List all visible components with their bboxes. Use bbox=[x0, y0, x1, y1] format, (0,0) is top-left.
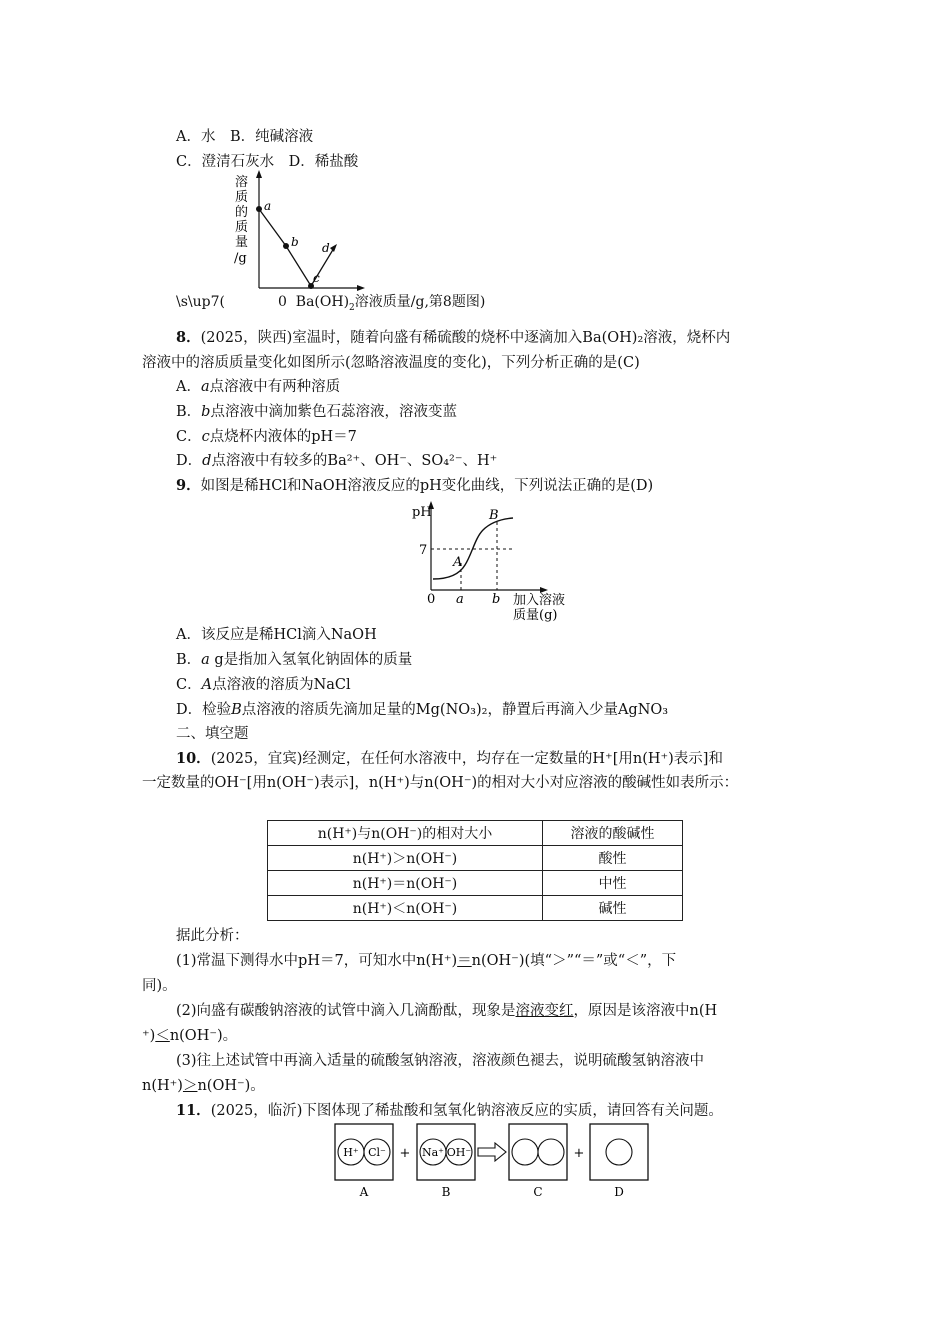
table-cell: n(H⁺)＜n(OH⁻) bbox=[268, 896, 543, 921]
q8-option-a: A．a点溶液中有两种溶质 bbox=[176, 379, 341, 395]
q8-stem-line-1: 8．(2025，陕西)室温时，随着向盛有稀硫酸的烧杯中逐滴加入Ba(OH)₂溶液，烧杯内 bbox=[176, 329, 731, 346]
fig8-ylabel-4: 质 bbox=[235, 220, 249, 235]
q8-option-b: B．b点溶液中滴加紫色石蕊溶液，溶液变蓝 bbox=[176, 404, 457, 420]
label-a: A bbox=[359, 1185, 369, 1199]
q11-stem: 11．(2025，临沂)下图体现了稀盐酸和氢氧化钠溶液反应的实质，请回答有关问题。 bbox=[176, 1102, 723, 1119]
q7-option-line-1: A．水 B．纯碱溶液 bbox=[176, 129, 314, 145]
q10-answer-2a: 溶液变红 bbox=[515, 1003, 574, 1019]
fig9-origin: 0 bbox=[427, 592, 436, 607]
label-c: C bbox=[533, 1185, 543, 1199]
fig8-label-d: d bbox=[322, 241, 330, 255]
q8-option-c: C．c点烧杯内液体的pH＝7 bbox=[176, 429, 357, 445]
fig8-origin: 0 bbox=[277, 294, 287, 310]
table-cell: n(H⁺)＝n(OH⁻) bbox=[268, 871, 543, 896]
q10-stem-line-1: 10．(2025，宜宾)经测定，在任何水溶液中，均存在一定数量的H⁺[用n(H⁺)表示]和 bbox=[176, 750, 723, 767]
table-cell: 酸性 bbox=[543, 846, 683, 871]
q10-answer-2b: ＜ bbox=[155, 1028, 170, 1044]
section-heading: 二、填空题 bbox=[176, 726, 249, 742]
fig9-point-b-label: B bbox=[489, 508, 499, 523]
table-header-cell: n(H⁺)与n(OH⁻)的相对大小 bbox=[268, 821, 543, 846]
q10-analysis-label: 据此分析： bbox=[176, 928, 249, 944]
plus-sign-2: + bbox=[573, 1146, 585, 1161]
q10-part-1-cont: 同)。 bbox=[142, 978, 177, 994]
ion-oh: OH⁻ bbox=[446, 1146, 472, 1159]
fig8-label-a: a bbox=[264, 199, 272, 213]
table-row bbox=[268, 896, 683, 921]
box-d bbox=[590, 1124, 648, 1180]
table-header-cell: 溶液的酸碱性 bbox=[543, 821, 683, 846]
fig8-ylabel-3: 的 bbox=[235, 205, 249, 220]
q8-stem-line-2: 溶液中的溶质质量变化如图所示(忽略溶液温度的变化)，下列分析正确的是(C) bbox=[142, 355, 640, 371]
q9-option-b: B．a g是指加入氢氧化钠固体的质量 bbox=[176, 652, 413, 668]
q9-stem: 9．如图是稀HCl和NaOH溶液反应的pH变化曲线，下列说法正确的是(D) bbox=[176, 477, 654, 494]
fig8-point-b bbox=[283, 243, 289, 249]
table-cell: 碱性 bbox=[543, 896, 683, 921]
table-cell: 中性 bbox=[543, 871, 683, 896]
label-d: D bbox=[614, 1185, 624, 1199]
fig8-ylabel-5: 量 bbox=[235, 235, 249, 250]
ion-h: H⁺ bbox=[343, 1146, 359, 1159]
table-row bbox=[268, 846, 683, 871]
fig9-chart bbox=[405, 500, 585, 625]
q11-ion-diagram bbox=[330, 1122, 660, 1206]
q10-answer-1: ＝ bbox=[457, 953, 472, 969]
table-cell: n(H⁺)＞n(OH⁻) bbox=[268, 846, 543, 871]
table-header-row bbox=[268, 821, 683, 846]
fig9-y7-label: 7 bbox=[419, 543, 428, 558]
acidity-table bbox=[267, 820, 683, 921]
q9-option-a: A．该反应是稀HCl滴入NaOH bbox=[176, 627, 377, 643]
fig8-ylabel-1: 溶 bbox=[235, 175, 249, 190]
ion-na: Na⁺ bbox=[422, 1146, 444, 1159]
fig8-ylabel-6: /g bbox=[234, 251, 247, 266]
q10-part-2: (2)向盛有碳酸钠溶液的试管中滴入几滴酚酞，现象是溶液变红，原因是该溶液中n(H bbox=[176, 1003, 718, 1019]
q10-part-3-cont: n(H⁺)＞n(OH⁻)。 bbox=[142, 1078, 265, 1094]
q10-part-2-cont: ⁺)＜n(OH⁻)。 bbox=[142, 1028, 238, 1044]
fig8-ylabel-2: 质 bbox=[235, 190, 249, 205]
table-row bbox=[268, 871, 683, 896]
q10-part-3: (3)往上述试管中再滴入适量的硫酸氢钠溶液，溶液颜色褪去，说明硫酸氢钠溶液中 bbox=[176, 1053, 705, 1069]
fig8-label-b: b bbox=[291, 235, 299, 249]
plus-sign-1: + bbox=[399, 1146, 411, 1161]
ion-cl: Cl⁻ bbox=[368, 1146, 386, 1159]
fig8-label-c: c bbox=[313, 271, 320, 285]
q7-option-line-2: C．澄清石灰水 D．稀盐酸 bbox=[176, 154, 359, 170]
fig8-point-a bbox=[256, 206, 262, 212]
fig9-point-a-label: A bbox=[453, 555, 463, 570]
q8-option-d: D．d点溶液中有较多的Ba²⁺、OH⁻、SO₄²⁻、H⁺ bbox=[176, 453, 498, 469]
fig8-caption: \s\up7( 0 $Ba(OH)_2$溶液质量/g,第8题图) bbox=[176, 294, 486, 313]
fig9-a-label: a bbox=[456, 592, 464, 607]
q9-option-c: C．A点溶液的溶质为NaCl bbox=[176, 677, 351, 693]
fig9-xlabel-2: 质量(g) bbox=[513, 608, 558, 623]
q9-option-d: D．检验B点溶液的溶质先滴加足量的Mg(NO₃)₂，静置后再滴入少量AgNO₃ bbox=[176, 702, 669, 718]
fig9-ylabel: pH bbox=[412, 505, 432, 520]
q10-part-1: (1)常温下测得水中pH＝7，可知水中n(H⁺)＝n(OH⁻)(填“＞”“＝”或“＜”，下 bbox=[176, 953, 677, 969]
q10-answer-3: ＞ bbox=[182, 1078, 198, 1094]
fig9-xlabel-1: 加入溶液 bbox=[513, 593, 566, 608]
label-b: B bbox=[441, 1185, 451, 1199]
fig9-b-label: b bbox=[492, 592, 501, 607]
arrow-icon bbox=[478, 1143, 506, 1161]
q10-stem-line-2: 一定数量的OH⁻[用n(OH⁻)表示]，n(H⁺)与n(OH⁻)的相对大小对应溶液的酸碱性如表所示： bbox=[142, 775, 739, 791]
